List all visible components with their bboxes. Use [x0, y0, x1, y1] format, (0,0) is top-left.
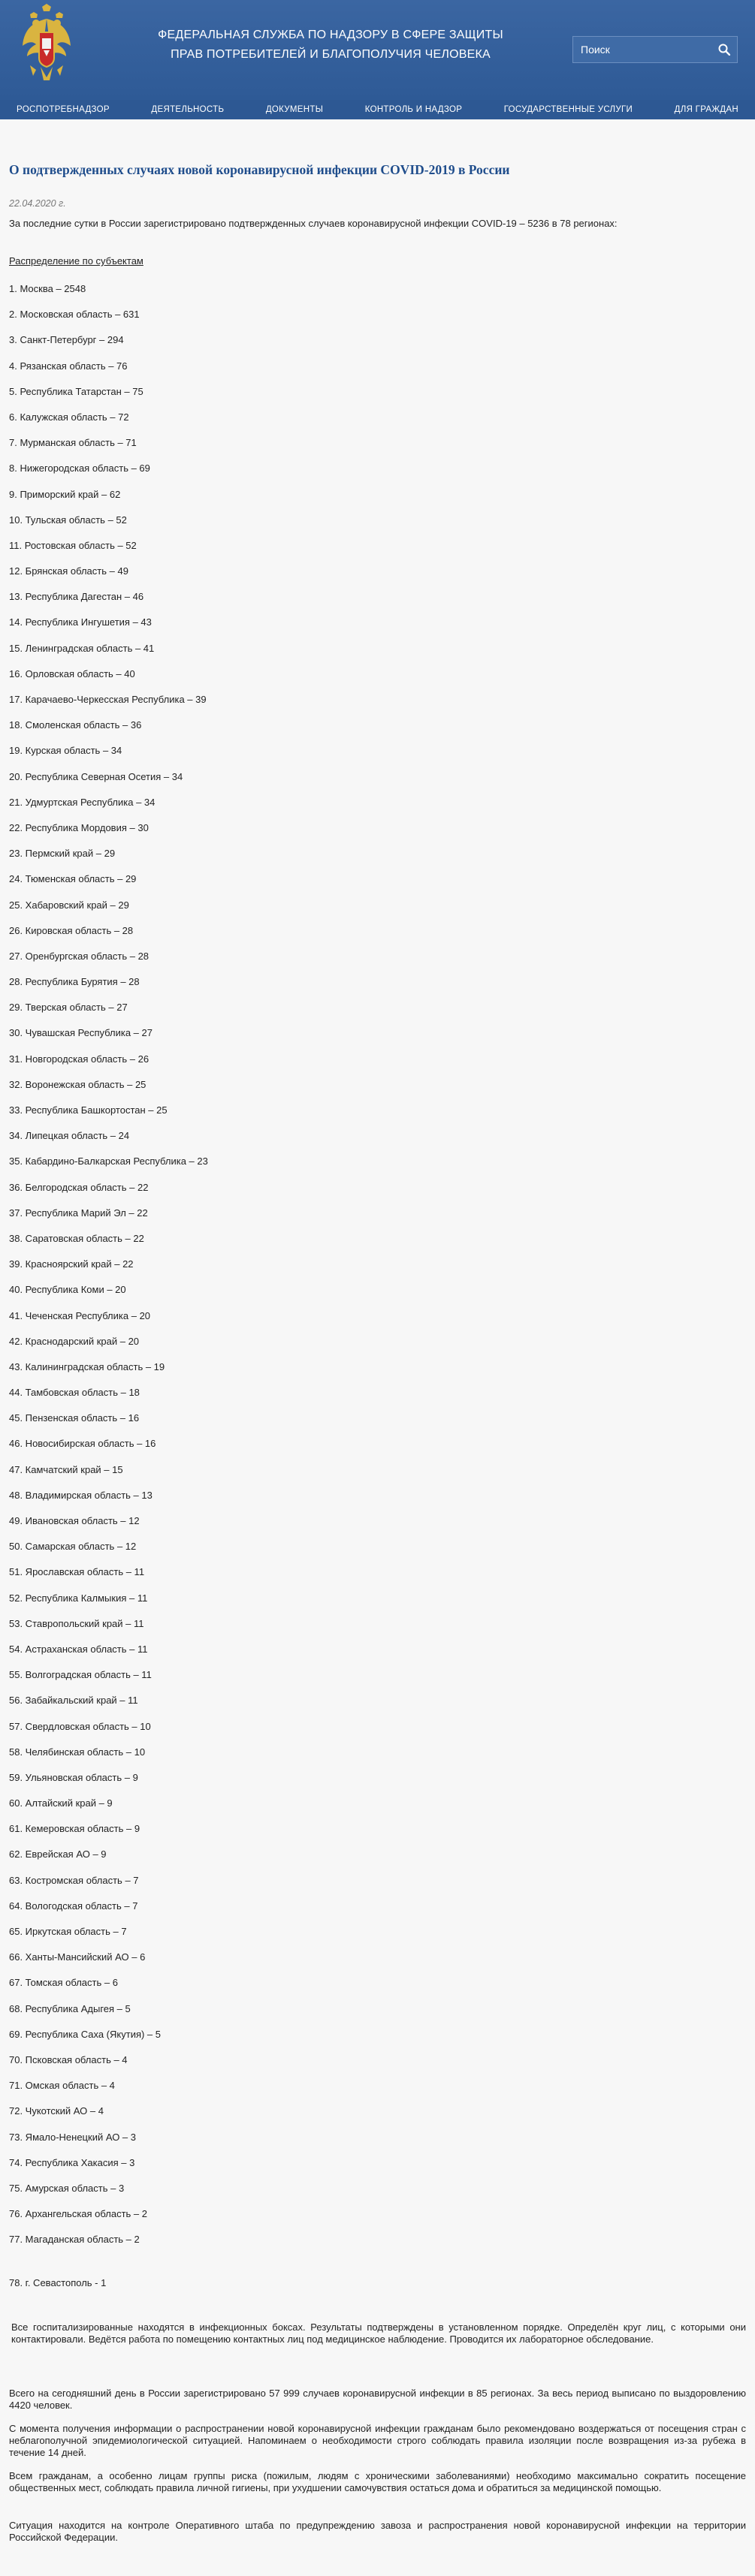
region-item: 26. Кировская область – 28 [9, 924, 134, 936]
region-item: 22. Республика Мордовия – 30 [9, 821, 149, 833]
region-item: 43. Калининградская область – 19 [9, 1360, 165, 1372]
region-item: 12. Брянская область – 49 [9, 565, 128, 577]
region-item: 57. Свердловская область – 10 [9, 1720, 151, 1732]
note-total [9, 2388, 746, 2412]
nav-item-rospotrebnadzor[interactable]: РОСПОТРЕБНАДЗОР [17, 105, 110, 114]
region-item: 41. Чеченская Республика – 20 [9, 1309, 151, 1321]
region-item: 33. Республика Башкортостан – 25 [9, 1104, 168, 1116]
region-item: 23. Пермский край – 29 [9, 848, 116, 860]
region-item: 66. Ханты-Мансийский АО – 6 [9, 1951, 146, 1963]
nav-item-gov-services[interactable]: ГОСУДАРСТВЕННЫЕ УСЛУГИ [503, 105, 633, 114]
region-item: 39. Красноярский край – 22 [9, 1258, 134, 1270]
region-item: 51. Ярославская область – 11 [9, 1566, 145, 1578]
search-button[interactable] [711, 37, 737, 62]
region-item: 64. Вологодская область – 7 [9, 1900, 138, 1912]
region-item: 76. Архангельская область – 2 [9, 2208, 147, 2220]
main-nav [0, 100, 755, 119]
note-text: С момента получения информации о распространении новой коронавирусной инфекции гражданам было рекомендовано воздержаться от посещения стран с неблагополучной эпидемиологической ситуацией. Напоминаем о необходимости строго соблюдать правила изоляции после возвращения из-за рубежа в течение 14 дней. [9, 2423, 746, 2458]
region-item: 52. Республика Калмыкия – 11 [9, 1592, 148, 1604]
region-item: 77. Магаданская область – 2 [9, 2234, 140, 2246]
search-box [572, 36, 738, 63]
region-item: 32. Воронежская область – 25 [9, 1078, 146, 1090]
region-item: 49. Ивановская область – 12 [9, 1515, 140, 1526]
search-icon [718, 44, 730, 56]
region-item: 55. Волгоградская область – 11 [9, 1669, 152, 1681]
region-item: 13. Республика Дагестан – 46 [9, 591, 144, 603]
region-item: 16. Орловская область – 40 [9, 667, 135, 679]
article-date: 22.04.2020 г. [9, 198, 66, 209]
region-item: 1. Москва – 2548 [9, 283, 86, 294]
agency-title: ФЕДЕРАЛЬНАЯ СЛУЖБА ПО НАДЗОРУ В СФЕРЕ ЗАЩИТЫ ПРАВ ПОТРЕБИТЕЛЕЙ И БЛАГОПОЛУЧИЯ ЧЕЛОВЕКА [158, 29, 503, 61]
region-item: 40. Республика Коми – 20 [9, 1284, 126, 1296]
region-item: 37. Республика Марий Эл – 22 [9, 1207, 148, 1219]
region-item: 10. Тульская область – 52 [9, 514, 127, 526]
note-text: Всего на сегодняшний день в России зарегистрировано 57 999 случаев коронавирусной инфекции в 85 регионах. За весь период выписано по выздоровлению 4420 человек. [9, 2388, 746, 2411]
region-item: 69. Республика Саха (Якутия) – 5 [9, 2028, 162, 2040]
region-item: 61. Кемеровская область – 9 [9, 1823, 140, 1835]
search-input[interactable] [573, 37, 713, 62]
region-item: 48. Владимирская область – 13 [9, 1489, 153, 1501]
region-item: 25. Хабаровский край – 29 [9, 899, 129, 911]
note-risk-groups [9, 2470, 746, 2494]
region-item: 59. Ульяновская область – 9 [9, 1771, 138, 1783]
region-item: 50. Самарская область – 12 [9, 1541, 137, 1553]
region-item: 11. Ростовская область – 52 [9, 539, 137, 551]
region-item: 5. Республика Татарстан – 75 [9, 385, 143, 397]
regions-list [9, 283, 208, 2259]
note-text: Всем гражданам, а особенно лицам группы риска (пожилым, людям с хроническими заболеваниями) необходимо максимально сократить посещение общественных мест, соблюдать правила личной гигиены, при ухудшении самочувствия остаться дома и обратиться за медицинской помощью. [9, 2470, 746, 2493]
region-item: 44. Тамбовская область – 18 [9, 1387, 140, 1399]
region-item: 9. Приморский край – 62 [9, 488, 121, 500]
note-headquarters [9, 2520, 746, 2544]
region-item: 15. Ленинградская область – 41 [9, 642, 155, 654]
article-intro: За последние сутки в России зарегистрировано подтвержденных случаев коронавирусной инфекции COVID-19 – 5236 в 78 регионах: [9, 218, 618, 229]
region-item: 24. Тюменская область – 29 [9, 873, 137, 885]
region-item: 54. Астраханская область – 11 [9, 1643, 148, 1655]
nav-item-control[interactable]: КОНТРОЛЬ И НАДЗОР [364, 105, 463, 114]
region-item: 71. Омская область – 4 [9, 2080, 115, 2092]
region-item: 45. Пензенская область – 16 [9, 1412, 140, 1424]
region-item: 14. Республика Ингушетия – 43 [9, 616, 152, 628]
region-item: 19. Курская область – 34 [9, 745, 122, 757]
region-item: 20. Республика Северная Осетия – 34 [9, 770, 183, 782]
region-item: 74. Республика Хакасия – 3 [9, 2156, 135, 2168]
note-text: Все госпитализированные находятся в инфекционных боксах. Результаты подтверждены в установленном порядке. Определён круг лиц, с которыми они контактировали. Ведётся работа по помещению контактных лиц под медицинское наблюдение. Проводится их лабораторное обследование. [11, 2321, 746, 2345]
coat-of-arms-logo[interactable] [20, 2, 74, 89]
region-item: 56. Забайкальский край – 11 [9, 1695, 138, 1707]
note-text: Ситуация находится на контроле Оперативного штаба по предупреждению завоза и распространения новой коронавирусной инфекции на территории Российской Федерации. [9, 2520, 746, 2543]
region-item: 7. Мурманская область – 71 [9, 437, 137, 449]
region-item-sevastopol: 78. г. Севастополь - 1 [9, 2277, 107, 2288]
page-title: О подтвержденных случаях новой коронавирусной инфекции COVID-2019 в России [9, 162, 510, 177]
region-item: 3. Санкт-Петербург – 294 [9, 334, 124, 346]
region-item: 28. Республика Бурятия – 28 [9, 976, 140, 988]
region-item: 63. Костромская область – 7 [9, 1874, 139, 1886]
note-hospitalized [9, 2321, 746, 2346]
region-item: 68. Республика Адыгея – 5 [9, 2002, 131, 2014]
region-item: 60. Алтайский край – 9 [9, 1797, 113, 1809]
region-item: 4. Рязанская область – 76 [9, 360, 128, 372]
nav-item-activity[interactable]: ДЕЯТЕЛЬНОСТЬ [151, 105, 225, 114]
region-item: 17. Карачаево-Черкесская Республика – 39 [9, 694, 207, 705]
region-item: 31. Новгородская область – 26 [9, 1053, 149, 1065]
region-item: 35. Кабардино-Балкарская Республика – 23 [9, 1155, 208, 1167]
region-item: 75. Амурская область – 3 [9, 2182, 125, 2194]
region-item: 62. Еврейская АО – 9 [9, 1848, 107, 1860]
nav-item-for-citizens[interactable]: ДЛЯ ГРАЖДАН [674, 105, 738, 114]
region-item: 70. Псковская область – 4 [9, 2053, 128, 2065]
region-item: 18. Смоленская область – 36 [9, 719, 142, 731]
region-item: 58. Челябинская область – 10 [9, 1746, 146, 1758]
region-item: 47. Камчатский край – 15 [9, 1463, 123, 1475]
region-item: 38. Саратовская область – 22 [9, 1232, 144, 1244]
region-item: 34. Липецкая область – 24 [9, 1130, 130, 1142]
note-travel [9, 2423, 746, 2459]
region-item: 2. Московская область – 631 [9, 309, 140, 321]
region-item: 8. Нижегородская область – 69 [9, 462, 150, 475]
nav-item-documents[interactable]: ДОКУМЕНТЫ [265, 105, 324, 114]
region-item: 6. Калужская область – 72 [9, 411, 129, 423]
region-item: 36. Белгородская область – 22 [9, 1181, 149, 1193]
site-header [0, 0, 755, 100]
region-item: 67. Томская область – 6 [9, 1977, 118, 1989]
region-item: 46. Новосибирская область – 16 [9, 1438, 156, 1450]
region-item: 21. Удмуртская Республика – 34 [9, 796, 156, 808]
region-item: 53. Ставропольский край – 11 [9, 1617, 144, 1629]
region-item: 73. Ямало-Ненецкий АО – 3 [9, 2131, 137, 2143]
region-item: 42. Краснодарский край – 20 [9, 1335, 140, 1347]
region-item: 72. Чукотский АО – 4 [9, 2105, 104, 2117]
region-item: 65. Иркутская область – 7 [9, 1926, 127, 1937]
region-item: 29. Тверская область – 27 [9, 1002, 128, 1014]
distribution-heading: Распределение по субъектам [9, 255, 143, 267]
region-item: 30. Чувашская Республика – 27 [9, 1027, 153, 1039]
region-item: 27. Оренбургская область – 28 [9, 950, 149, 962]
